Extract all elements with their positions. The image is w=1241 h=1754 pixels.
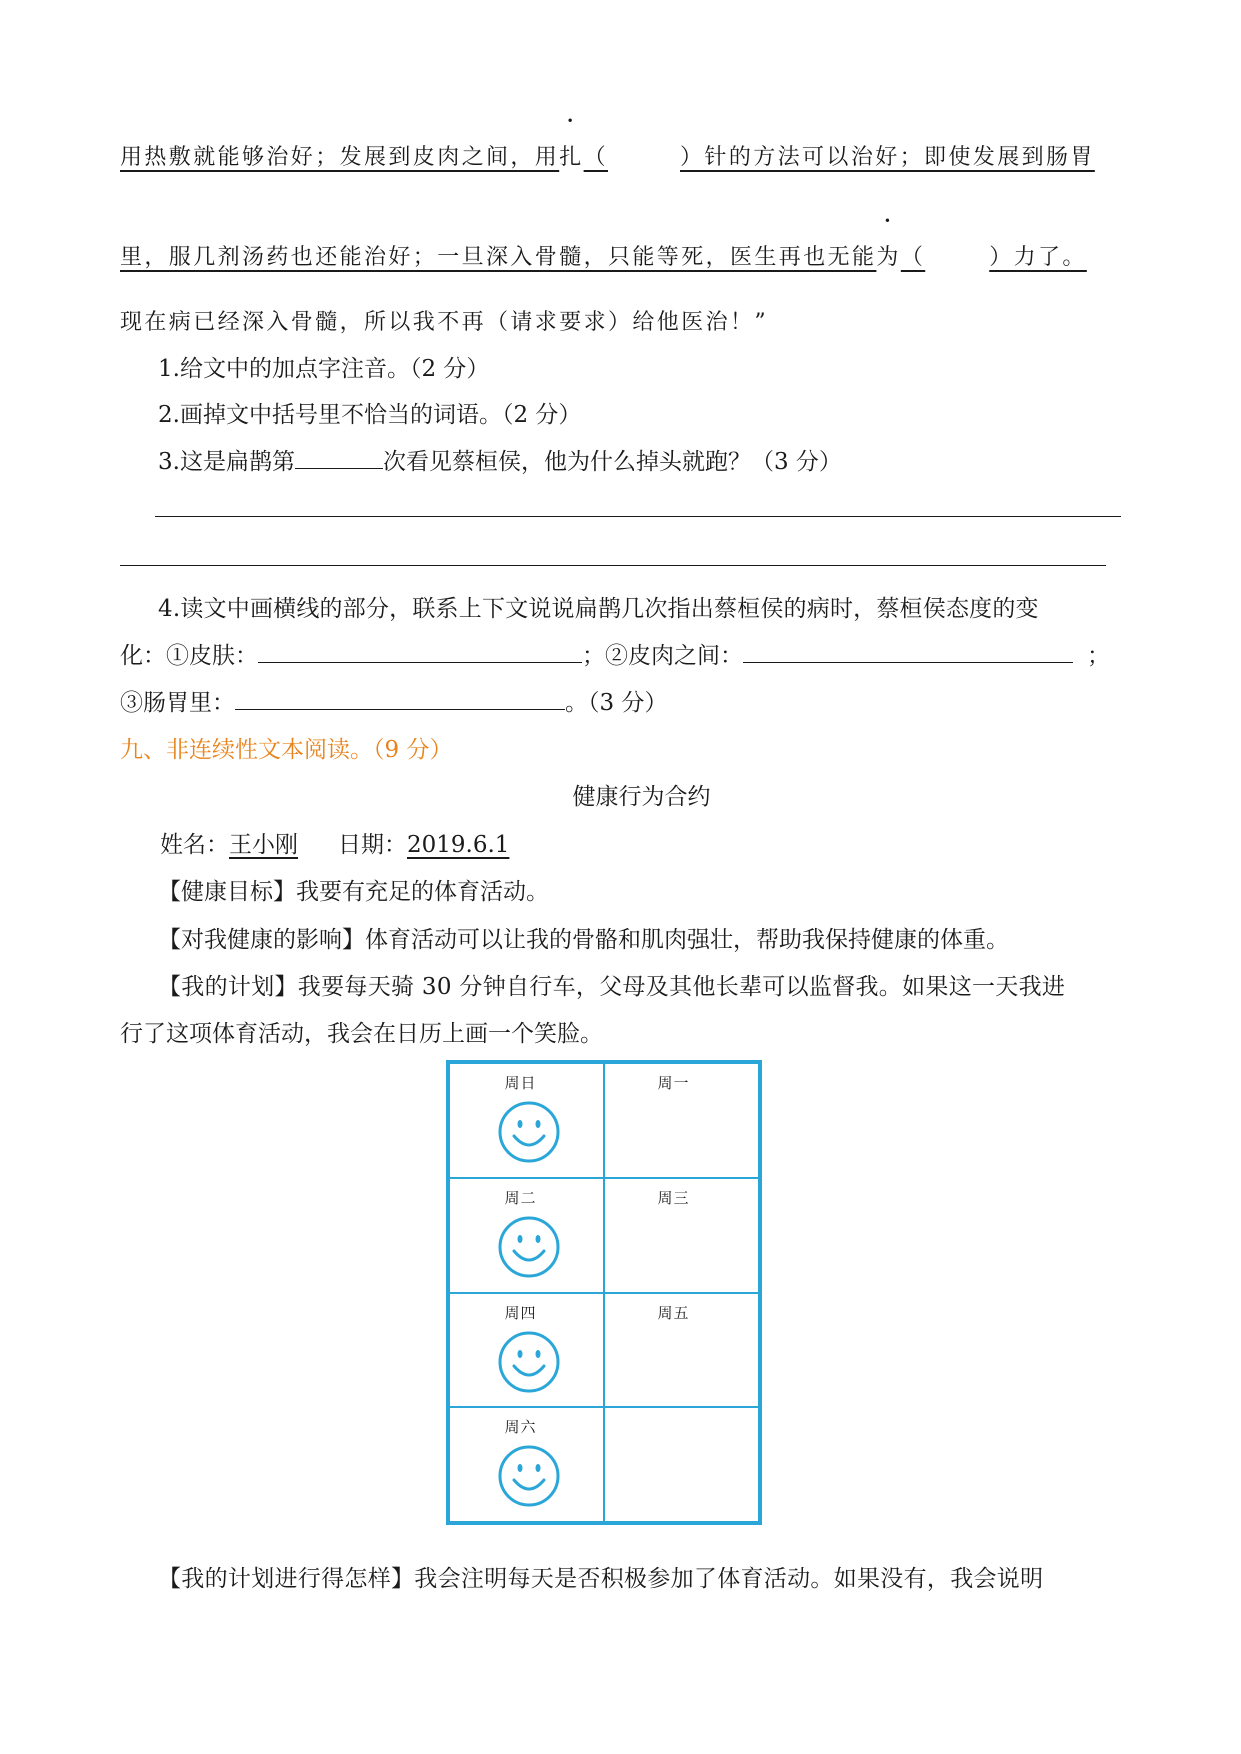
question-4-answers bbox=[120, 637, 1110, 670]
calendar-cell bbox=[604, 1178, 759, 1293]
passage-line-3: 现在病已经深入骨髓，所以我不再（请求要求）给他医治！” bbox=[120, 310, 769, 335]
calendar-day-label: 周四 bbox=[504, 1303, 537, 1322]
calendar-day-label: 周三 bbox=[657, 1188, 690, 1207]
name-label: 姓名： bbox=[160, 832, 229, 858]
calendar-cell bbox=[604, 1407, 759, 1522]
calendar-day-label: 周五 bbox=[657, 1303, 690, 1322]
contract-title: 健康行为合约 bbox=[572, 784, 711, 810]
health-impact: 【对我健康的影响】体育活动可以让我的骨骼和肌肉强壮，帮助我保持健康的体重。 bbox=[158, 927, 1009, 953]
calendar-cell bbox=[604, 1063, 759, 1178]
passage-text: 用热敷就能够治好；发展到皮肉之间，用 bbox=[120, 145, 560, 170]
date-value: 2019.6.1 bbox=[407, 832, 510, 858]
question-4-label: 。（3 分） bbox=[565, 690, 668, 716]
question-4-answers-2 bbox=[120, 684, 667, 717]
passage-text: 里，服几剂汤药也还能治好；一旦深入骨髓，只能等死，医生再也无能 bbox=[120, 245, 877, 270]
passage-text: ）针的方法可以治好；即使发展到肠胃 bbox=[680, 145, 1095, 170]
smiley-face-icon bbox=[497, 1100, 561, 1164]
health-plan-line-1: 【我的计划】我要每天骑 30 分钟自行车，父母及其他长辈可以监督我。如果这一天我进 bbox=[158, 974, 1066, 1000]
calendar-cell bbox=[449, 1407, 604, 1522]
calendar-cell bbox=[449, 1293, 604, 1408]
question-4-label: 化：①皮肤： bbox=[120, 643, 258, 669]
bracket-open: （ bbox=[900, 245, 926, 270]
question-4: 4.读文中画横线的部分，联系上下文说说扁鹊几次指出蔡桓侯的病时，蔡桓侯态度的变 bbox=[158, 596, 1039, 622]
calendar-day-label: 周一 bbox=[657, 1074, 690, 1092]
calendar-day-label: 周二 bbox=[504, 1188, 537, 1207]
dotted-character: 扎 bbox=[559, 145, 584, 170]
section-title: 九、非连续性文本阅读。（9 分） bbox=[120, 737, 453, 763]
question-3 bbox=[158, 443, 842, 476]
smiley-face-icon bbox=[497, 1215, 561, 1279]
health-plan-line-2: 行了这项体育活动，我会在日历上画一个笑脸。 bbox=[120, 1021, 603, 1047]
passage-line-2 bbox=[120, 240, 1087, 271]
answer-blank[interactable] bbox=[258, 640, 582, 663]
question-3-text: 次看见蔡桓侯，他为什么掉头就跑？（3 分） bbox=[382, 449, 842, 475]
plan-progress: 【我的计划进行得怎样】我会注明每天是否积极参加了体育活动。如果没有，我会说明 bbox=[158, 1566, 1044, 1592]
answer-blank[interactable] bbox=[743, 640, 1073, 663]
question-4-label: ；②皮肉之间： bbox=[582, 643, 743, 669]
bracket-open: （ bbox=[583, 145, 609, 170]
health-goal: 【健康目标】我要有充足的体育活动。 bbox=[158, 879, 549, 905]
name-value: 王小刚 bbox=[229, 832, 298, 858]
dotted-character: 为 bbox=[876, 245, 901, 270]
calendar-day-label: 周日 bbox=[504, 1074, 537, 1092]
contract-meta bbox=[160, 826, 509, 859]
question-4-label: ③肠胃里： bbox=[120, 690, 235, 716]
passage-line-1 bbox=[120, 140, 1095, 171]
calendar-cell bbox=[604, 1293, 759, 1408]
question-2: 2.画掉文中括号里不恰当的词语。（2 分） bbox=[158, 402, 582, 428]
passage-text: ）力了。 bbox=[989, 245, 1087, 270]
question-4-label: ； bbox=[1087, 643, 1110, 669]
smiley-face-icon bbox=[497, 1444, 561, 1508]
answer-line[interactable] bbox=[155, 516, 1121, 517]
question-1: 1.给文中的加点字注音。（2 分） bbox=[158, 356, 490, 382]
date-label: 日期： bbox=[338, 832, 407, 858]
answer-blank[interactable] bbox=[295, 446, 383, 469]
question-3-text: 3.这是扁鹊第 bbox=[158, 449, 295, 475]
calendar-cell bbox=[449, 1063, 604, 1178]
calendar-day-label: 周六 bbox=[504, 1418, 537, 1437]
smiley-face-icon bbox=[497, 1330, 561, 1394]
answer-line[interactable] bbox=[120, 565, 1106, 566]
smiley-calendar bbox=[446, 1060, 762, 1525]
answer-blank[interactable] bbox=[235, 687, 565, 710]
calendar-cell bbox=[449, 1178, 604, 1293]
